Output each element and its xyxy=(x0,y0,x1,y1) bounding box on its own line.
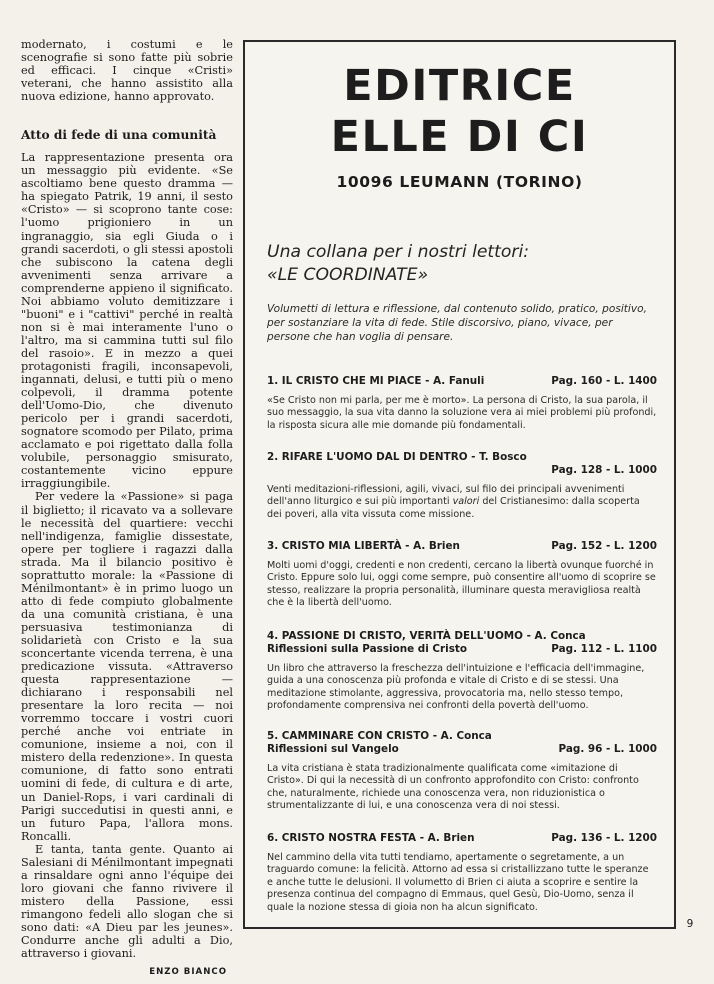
book-entry-2 xyxy=(267,451,657,521)
book-heading xyxy=(267,540,657,553)
book-heading xyxy=(267,730,657,756)
book-heading xyxy=(267,630,657,656)
article-paragraph: modernato, i costumi e le scenografie si sono fatte più sobrie ed efficaci. I cinque «Cristi» veterani, che hanno assistito alla nuova edizione, hanno approvato. xyxy=(21,38,233,104)
book-entry-1 xyxy=(267,375,657,432)
book-price: Pag. 136 - L. 1200 xyxy=(551,832,657,844)
book-title: 5. CAMMINARE CON CRISTO - A. Conca xyxy=(267,730,492,742)
article-subheading: Atto di fede di una comunità xyxy=(21,128,217,143)
book-entry-5 xyxy=(267,730,657,813)
book-price: Pag. 96 - L. 1000 xyxy=(558,743,657,755)
book-price: Pag. 160 - L. 1400 xyxy=(551,375,657,387)
book-subtitle: Riflessioni sul Vangelo xyxy=(267,743,399,755)
book-price: Pag. 152 - L. 1200 xyxy=(551,540,657,552)
book-title: 6. CRISTO NOSTRA FESTA - A. Brien xyxy=(267,832,475,844)
publisher-name-line2: ELLE DI CI xyxy=(330,112,589,162)
book-title: 1. IL CRISTO CHE MI PIACE - A. Fanuli xyxy=(267,375,485,387)
book-description: La vita cristiana è stata tradizionalmente qualificata come «imitazione di Cristo». Di qui la necessità di un confronto approfondito con Cristo: confronto che, naturalmente, richiede una conoscenza vera, non riduzionistica o strumentalizzante di lui, e una conoscenza vera di noi stessi. xyxy=(267,763,639,812)
book-description: Molti uomi d'oggi, credenti e non credenti, cercano la libertà ovunque fuorché in Cristo. Eppure solo lui, oggi come sempre, può consentire all'uomo di scoprire se stesso, realizzare la propria personalità, illuminare questa meravigliosa realtà che è la libertà dell'uomo. xyxy=(267,560,656,609)
book-title: 4. PASSIONE DI CRISTO, VERITÀ DELL'UOMO - A. Conca xyxy=(267,630,586,642)
article-paragraph: E tanta, tanta gente. Quanto ai Salesiani di Ménilmontant impegnati a rinsaldare ogni anno l'équipe dei loro giovani che fanno rivivere il mistero della Passione, essi rimangono fedeli allo slogan che si sono dati: «A Dieu par les jeunes». Condurre anche gli adulti a Dio, attraverso i giovani. xyxy=(21,842,233,961)
article-paragraph: La rappresentazione presenta ora un messaggio più evidente. «Se ascoltiamo bene questo dramma — ha spiegato Patrik, 19 anni, il sesto «Cristo» — si scoprono tante cose: l'uomo prigioniero in un ingranaggio, sia egli Giuda o i grandi sacerdoti, o gli stessi apostoli che subiscono la catena degli avvenimenti senza arrivare a comprenderne appieno il significato. Noi abbiamo voluto demitizzare i "buoni" e i "cattivi" perché in realtà non si è mai interamente l'uno o l'altro, ma si cammina tutti sul filo del rasoio». E in mezzo a quei protagonisti fragili, inconsapevoli, ingannati, delusi, e tutti più o meno colpevoli, il dramma potente dell'Uomo-Dio, che divenuto pericolo per i grandi sacerdoti, sognatore scomodo per Pilato, prima acclamato e poi rigettato dalla folla volubile, personaggio smisurato, costantemente vicino eppure irraggiungibile. xyxy=(21,151,233,491)
book-description: Un libro che attraverso la freschezza dell'intuizione e l'efficacia dell'immagine, guida a una conoscenza più profonda e vitale di Cristo e di se stessi. Una meditazione stimolante, aggressiva, provocatoria ma, nello stesso tempo, profondamente comprensiva nei confronti della povertà dell'uomo. xyxy=(267,663,645,712)
book-title: 2. RIFARE L'UOMO DAL DI DENTRO - T. Bosco xyxy=(267,451,527,463)
article-paragraph: Per vedere la «Passione» si paga il biglietto; il ricavato va a sollevare le necessità del quartiere: vecchi nell'indigenza, famiglie dissestate, opere per togliere i ragazzi dalla strada. Ma il bilancio positivo è soprattutto morale: la «Passione di Ménilmontant» è in primo luogo un atto di fede compiuto globalmente da una comunità cristiana, è una persuasiva testimonianza di solidarietà con Cristo e la sua sconcertante vicenda terrena, è una predicazione vissuta. «Attraverso questa rappresentazione — dichiarano i responsabili nel presentare la loro recita — noi vorremmo toccare i vostri cuori perché anche voi entriate in comunione, insieme a noi, con il mistero della redenzione». In questa comunione, di fatto sono entrati uomini di fede, di cultura e di arte, un Daniel-Rops, i vari cardinali di Parigi succedutisi in questi anni, e un futuro Papa, l'allora mons. Roncalli. xyxy=(21,490,233,843)
page-number: 9 xyxy=(686,918,694,930)
series-title xyxy=(267,241,657,286)
publisher-advertisement xyxy=(243,40,676,929)
book-price: Pag. 112 - L. 1100 xyxy=(551,643,657,655)
book-heading xyxy=(267,451,657,476)
series-title-line1: Una collana per i nostri lettori: xyxy=(267,242,530,262)
series-title-line2: «LE COORDINATE» xyxy=(267,264,429,285)
book-heading xyxy=(267,832,657,845)
article-byline: ENZO BIANCO xyxy=(149,967,227,978)
series-description: Volumetti di lettura e riflessione, dal contenuto solido, pratico, positivo, per sostanziare la vita di fede. Stile discorsivo, piano, vivace, per persone che han voglia di pensare. xyxy=(267,303,647,343)
book-entry-3 xyxy=(267,540,657,610)
book-description: Nel cammino della vita tutti tendiamo, apertamente o segretamente, a un traguardo comune: la felicità. Attorno ad essa si cristallizzano tutte le speranze e anche tutte le delusioni. Il volumetto di Brien ci aiuta a scoprire e sentire la presenza continua del compagno di Emmaus, quel Gesù, Dio-Uomo, senza il quale la nozione stessa di gioia non ha alcun significato. xyxy=(267,852,649,913)
article-column xyxy=(21,38,233,979)
book-entry-6 xyxy=(267,832,657,914)
book-description: Venti meditazioni-riflessioni, agili, vivaci, sul filo dei principali avvenimenti dell'anno liturgico e sui più importanti valori del Cristianesimo: dalla scoperta dei poveri, alla vita vissuta come missione. xyxy=(267,484,640,520)
publisher-address: 10096 LEUMANN (TORINO) xyxy=(336,173,583,191)
book-price: Pag. 128 - L. 1000 xyxy=(551,464,657,476)
book-title: 3. CRISTO MIA LIBERTÀ - A. Brien xyxy=(267,540,460,552)
book-heading xyxy=(267,375,657,388)
book-entry-4 xyxy=(267,630,657,713)
book-description: «Se Cristo non mi parla, per me è morto». La persona di Cristo, la sua parola, il suo messaggio, la sua vita danno la soluzione vera ai miei problemi più profondi, la risposta sicura alle mie domande più fondamentali. xyxy=(267,395,657,431)
book-subtitle: Riflessioni sulla Passione di Cristo xyxy=(267,643,467,655)
publisher-name-line1: EDITRICE xyxy=(343,61,576,111)
